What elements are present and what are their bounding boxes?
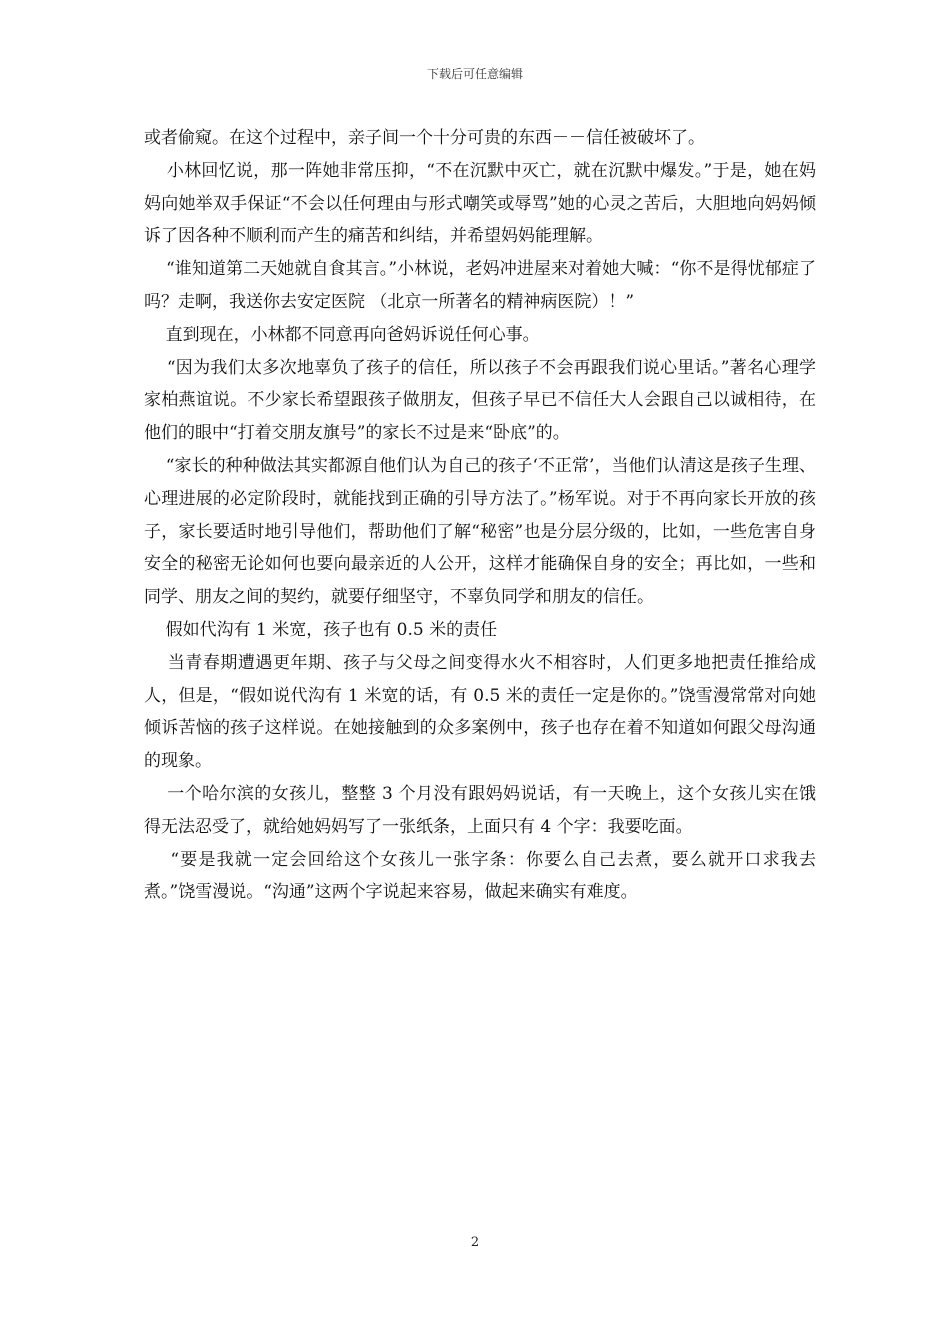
paragraph: “谁知道第二天她就自食其言。”小林说，老妈冲进屋来对着她大喊：“你不是得忧郁症了吗？走啊，我送你去安定医院 （北京一所著名的精神病医院）！” bbox=[144, 259, 816, 312]
paragraph: 一个哈尔滨的女孩儿，整整 3 个月没有跟妈妈说话，有一天晚上，这个女孩儿实在饿得无法忍受了，就给她妈妈写了一张纸条，上面只有 4 个字：我要吃面。 bbox=[144, 783, 816, 837]
page-header: 下载后可任意编辑 bbox=[426, 67, 523, 81]
page-number: 2 bbox=[470, 1235, 480, 1250]
document-body bbox=[144, 122, 816, 909]
section-heading: 假如代沟有 1 米宽，孩子也有 0.5 米的责任 bbox=[144, 619, 498, 640]
paragraph: 或者偷窥。在这个过程中，亲子间一个十分可贵的东西－－信任被破坏了。 bbox=[144, 128, 705, 148]
paragraph: “家长的种种做法其实都源自他们认为自己的孩子‘不正常’，当他们认清这是孩子生理、心理进展的必定阶段时，就能找到正确的引导方法了。”杨军说。对于不再向家长开放的孩子，家长要适时地引导他们，帮助他们了解“秘密”也是分层分级的，比如，一些危害自身安全的秘密无论如何也要向最亲近的人公开，这样才能确保自身的安全；再比如，一些和同学、朋友之间的契约，就要仔细坚守，不辜负同学和朋友的信任。 bbox=[144, 455, 816, 608]
paragraph: 当青春期遭遇更年期、孩子与父母之间变得水火不相容时，人们更多地把责任推给成人，但是，“假如说代沟有 1 米宽的话，有 0.5 米的责任一定是你的。”饶雪漫常常对向她倾诉苦恼的孩子这样说。在她接触到的众多案例中，孩子也存在着不知道如何跟父母沟通的现象。 bbox=[144, 652, 817, 772]
paragraph: “因为我们太多次地辜负了孩子的信任，所以孩子不会再跟我们说心里话。”著名心理学家柏燕谊说。不少家长希望跟孩子做朋友，但孩子早已不信任大人会跟自己以诚相待，在他们的眼中“打着交朋友旗号”的家长不过是来“卧底”的。 bbox=[144, 357, 816, 444]
paragraph: “要是我就一定会回给这个女孩儿一张字条：你要么自己去煮，要么就开口求我去煮。”饶雪漫说。“沟通”这两个字说起来容易，做起来确实有难度。 bbox=[144, 849, 816, 903]
paragraph: 小林回忆说，那一阵她非常压抑，“不在沉默中灭亡，就在沉默中爆发。”于是，她在妈妈向她举双手保证“不会以任何理由与形式嘲笑或辱骂”她的心灵之苦后，大胆地向妈妈倾诉了因各种不顺利而产生的痛苦和纠结，并希望妈妈能理解。 bbox=[144, 160, 816, 247]
paragraph: 直到现在，小林都不同意再向爸妈诉说任何心事。 bbox=[144, 324, 540, 345]
